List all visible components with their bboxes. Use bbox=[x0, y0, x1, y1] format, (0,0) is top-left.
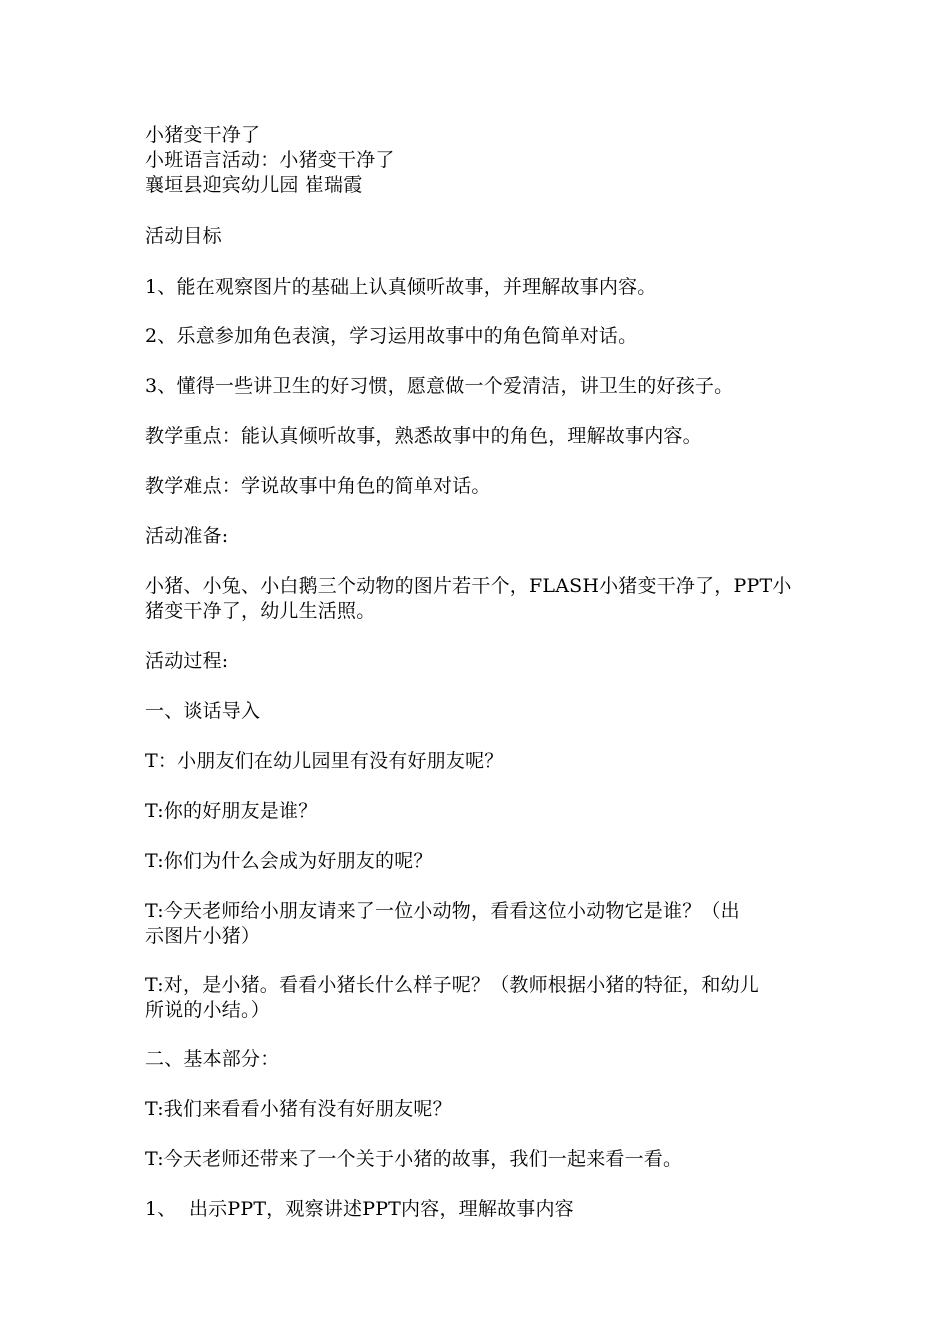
document-author: 襄垣县迎宾幼儿园 崔瑞霞 bbox=[145, 174, 363, 196]
teaching-focus: 教学重点：能认真倾听故事，熟悉故事中的角色，理解故事内容。 bbox=[145, 425, 702, 447]
dialogue-line-5a: T:对，是小猪。看看小猪长什么样子呢？（教师根据小猪的特征，和幼儿 bbox=[145, 974, 759, 996]
preparation-text-line-2: 猪变干净了，幼儿生活照。 bbox=[145, 600, 376, 622]
section-heading-preparation: 活动准备: bbox=[145, 525, 229, 547]
document-title: 小猪变干净了 bbox=[145, 124, 261, 146]
step-item-1: 1、 出示PPT，观察讲述PPT内容，理解故事内容 bbox=[145, 1198, 574, 1220]
section-heading-goals: 活动目标 bbox=[145, 225, 222, 247]
dialogue-line-7: T:今天老师还带来了一个关于小猪的故事，我们一起来看一看。 bbox=[145, 1148, 683, 1170]
dialogue-line-4a: T:今天老师给小朋友请来了一位小动物，看看这位小动物它是谁？（出 bbox=[145, 900, 740, 922]
dialogue-line-2: T:你的好朋友是谁？ bbox=[145, 800, 318, 822]
preparation-text-line-1: 小猪、小兔、小白鹅三个动物的图片若干个，FLASH小猪变干净了，PPT小 bbox=[145, 575, 792, 597]
dialogue-line-5b: 所说的小结。） bbox=[145, 999, 270, 1021]
dialogue-line-4b: 示图片小猪） bbox=[145, 925, 261, 947]
document-subtitle: 小班语言活动：小猪变干净了 bbox=[145, 149, 395, 171]
goal-item-3: 3、懂得一些讲卫生的好习惯，愿意做一个爱清洁，讲卫生的好孩子。 bbox=[145, 375, 734, 397]
goal-item-1: 1、能在观察图片的基础上认真倾听故事，并理解故事内容。 bbox=[145, 276, 657, 298]
section-heading-process: 活动过程: bbox=[145, 650, 229, 672]
section-heading-intro: 一、谈话导入 bbox=[145, 700, 261, 722]
goal-item-2: 2、乐意参加角色表演，学习运用故事中的角色简单对话。 bbox=[145, 325, 638, 347]
dialogue-line-3: T:你们为什么会成为好朋友的呢？ bbox=[145, 850, 433, 872]
teaching-difficulty: 教学难点：学说故事中角色的简单对话。 bbox=[145, 475, 491, 497]
dialogue-line-1: T：小朋友们在幼儿园里有没有好朋友呢？ bbox=[145, 750, 504, 772]
section-heading-main-part: 二、基本部分： bbox=[145, 1048, 280, 1070]
dialogue-line-6: T:我们来看看小猪有没有好朋友呢？ bbox=[145, 1098, 452, 1120]
